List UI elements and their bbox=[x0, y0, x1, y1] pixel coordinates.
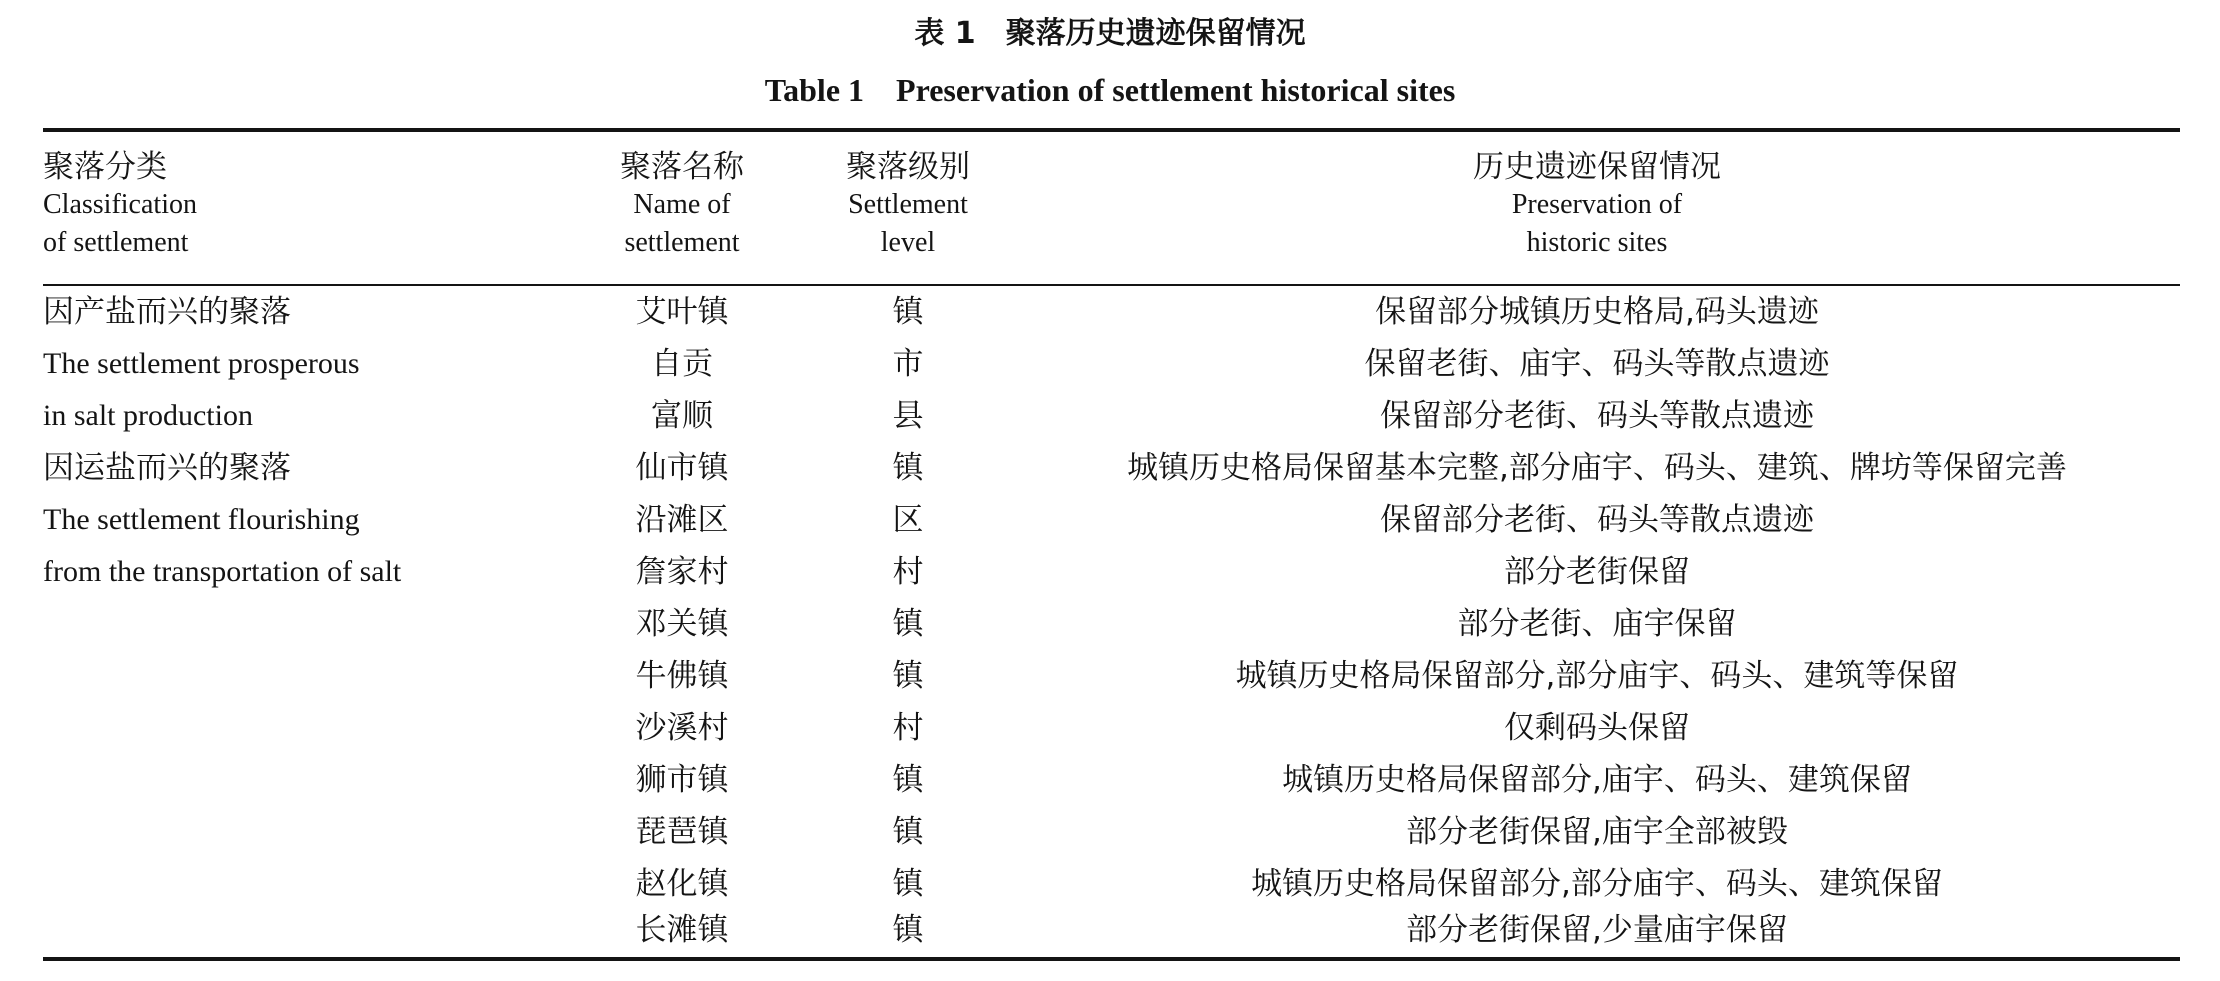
settlement-level: 镇 bbox=[892, 866, 924, 902]
table-caption-cn: 表 1 聚落历史遗迹保留情况 bbox=[914, 16, 1306, 51]
header-level-en-1: Settlement bbox=[848, 189, 968, 220]
header-level bbox=[758, 148, 1058, 262]
table-row bbox=[0, 286, 2220, 338]
preservation-status: 城镇历史格局保留部分,部分庙宇、码头、建筑保留 bbox=[1251, 866, 1943, 902]
settlement-name: 长滩镇 bbox=[635, 912, 729, 948]
settlement-level: 区 bbox=[892, 502, 924, 538]
settlement-level: 镇 bbox=[892, 294, 924, 330]
settlement-level: 镇 bbox=[892, 606, 924, 642]
settlement-name: 赵化镇 bbox=[635, 866, 729, 902]
preservation-status: 部分老街保留,少量庙宇保留 bbox=[1406, 912, 1788, 948]
table-row bbox=[0, 598, 2220, 650]
classification-line: The settlement prosperous bbox=[43, 347, 360, 380]
preservation-status: 保留老街、庙宇、码头等散点遗迹 bbox=[1364, 346, 1830, 382]
preservation-status: 部分老街、庙宇保留 bbox=[1457, 606, 1737, 642]
classification-line: 因产盐而兴的聚落 bbox=[43, 294, 291, 330]
header-classification-en-2: of settlement bbox=[43, 227, 189, 258]
header-name-cn: 聚落名称 bbox=[620, 149, 744, 185]
table-row bbox=[0, 338, 2220, 390]
table-top-rule bbox=[43, 128, 2180, 132]
header-name-en-1: Name of bbox=[633, 189, 731, 220]
settlement-name: 琵琶镇 bbox=[635, 814, 729, 850]
header-preservation-cn: 历史遗迹保留情况 bbox=[1473, 149, 1721, 185]
table-bottom-rule bbox=[43, 957, 2180, 961]
classification-line: 因运盐而兴的聚落 bbox=[43, 450, 291, 486]
settlement-level: 市 bbox=[892, 346, 924, 382]
settlement-level: 镇 bbox=[892, 762, 924, 798]
settlement-name: 富顺 bbox=[651, 398, 713, 434]
settlement-level: 镇 bbox=[892, 814, 924, 850]
header-level-cn: 聚落级别 bbox=[846, 149, 970, 185]
settlement-level: 村 bbox=[892, 710, 924, 746]
table-row bbox=[0, 494, 2220, 546]
preservation-status: 保留部分老街、码头等散点遗迹 bbox=[1380, 398, 1814, 434]
table-row bbox=[0, 442, 2220, 494]
settlement-level: 村 bbox=[892, 554, 924, 590]
settlement-level: 县 bbox=[892, 398, 924, 434]
settlement-name: 邓关镇 bbox=[635, 606, 729, 642]
table-caption-en: Table 1 Preservation of settlement historical sites bbox=[764, 72, 1456, 108]
settlement-name: 沙溪村 bbox=[635, 710, 729, 746]
table-row bbox=[0, 546, 2220, 598]
header-level-en-2: level bbox=[880, 227, 936, 258]
settlement-name: 仙市镇 bbox=[635, 450, 729, 486]
header-name-en-2: settlement bbox=[624, 227, 740, 258]
table-row bbox=[0, 702, 2220, 754]
settlement-level: 镇 bbox=[892, 912, 924, 948]
header-preservation-en-2: historic sites bbox=[1526, 227, 1668, 258]
settlement-name: 艾叶镇 bbox=[635, 294, 729, 330]
classification-line: in salt production bbox=[43, 399, 253, 432]
settlement-level: 镇 bbox=[892, 450, 924, 486]
preservation-status: 城镇历史格局保留基本完整,部分庙宇、码头、建筑、牌坊等保留完善 bbox=[1127, 450, 2067, 486]
table-row bbox=[0, 806, 2220, 858]
header-preservation bbox=[1297, 148, 1897, 262]
preservation-status: 城镇历史格局保留部分,庙宇、码头、建筑保留 bbox=[1282, 762, 1912, 798]
settlement-name: 自贡 bbox=[651, 346, 713, 382]
table-row bbox=[0, 754, 2220, 806]
preservation-status: 城镇历史格局保留部分,部分庙宇、码头、建筑等保留 bbox=[1235, 658, 1959, 694]
preservation-status: 部分老街保留,庙宇全部被毁 bbox=[1406, 814, 1788, 850]
header-classification-cn: 聚落分类 bbox=[43, 149, 167, 185]
preservation-status: 部分老街保留 bbox=[1504, 554, 1690, 590]
preservation-status: 保留部分老街、码头等散点遗迹 bbox=[1380, 502, 1814, 538]
preservation-status: 仅剩码头保留 bbox=[1504, 710, 1690, 746]
header-classification bbox=[43, 148, 343, 262]
table-row bbox=[0, 904, 2220, 956]
table-row bbox=[0, 650, 2220, 702]
table-row bbox=[0, 390, 2220, 442]
classification-line: The settlement flourishing bbox=[43, 503, 360, 536]
preservation-status: 保留部分城镇历史格局,码头遗迹 bbox=[1375, 294, 1819, 330]
header-classification-en-1: Classification bbox=[43, 189, 197, 220]
settlement-name: 詹家村 bbox=[635, 554, 729, 590]
settlement-level: 镇 bbox=[892, 658, 924, 694]
table-row bbox=[0, 858, 2220, 910]
settlement-name: 狮市镇 bbox=[635, 762, 729, 798]
settlement-name: 沿滩区 bbox=[635, 502, 729, 538]
header-preservation-en-1: Preservation of bbox=[1511, 189, 1683, 220]
settlement-name: 牛佛镇 bbox=[635, 658, 729, 694]
classification-line: from the transportation of salt bbox=[43, 555, 402, 588]
